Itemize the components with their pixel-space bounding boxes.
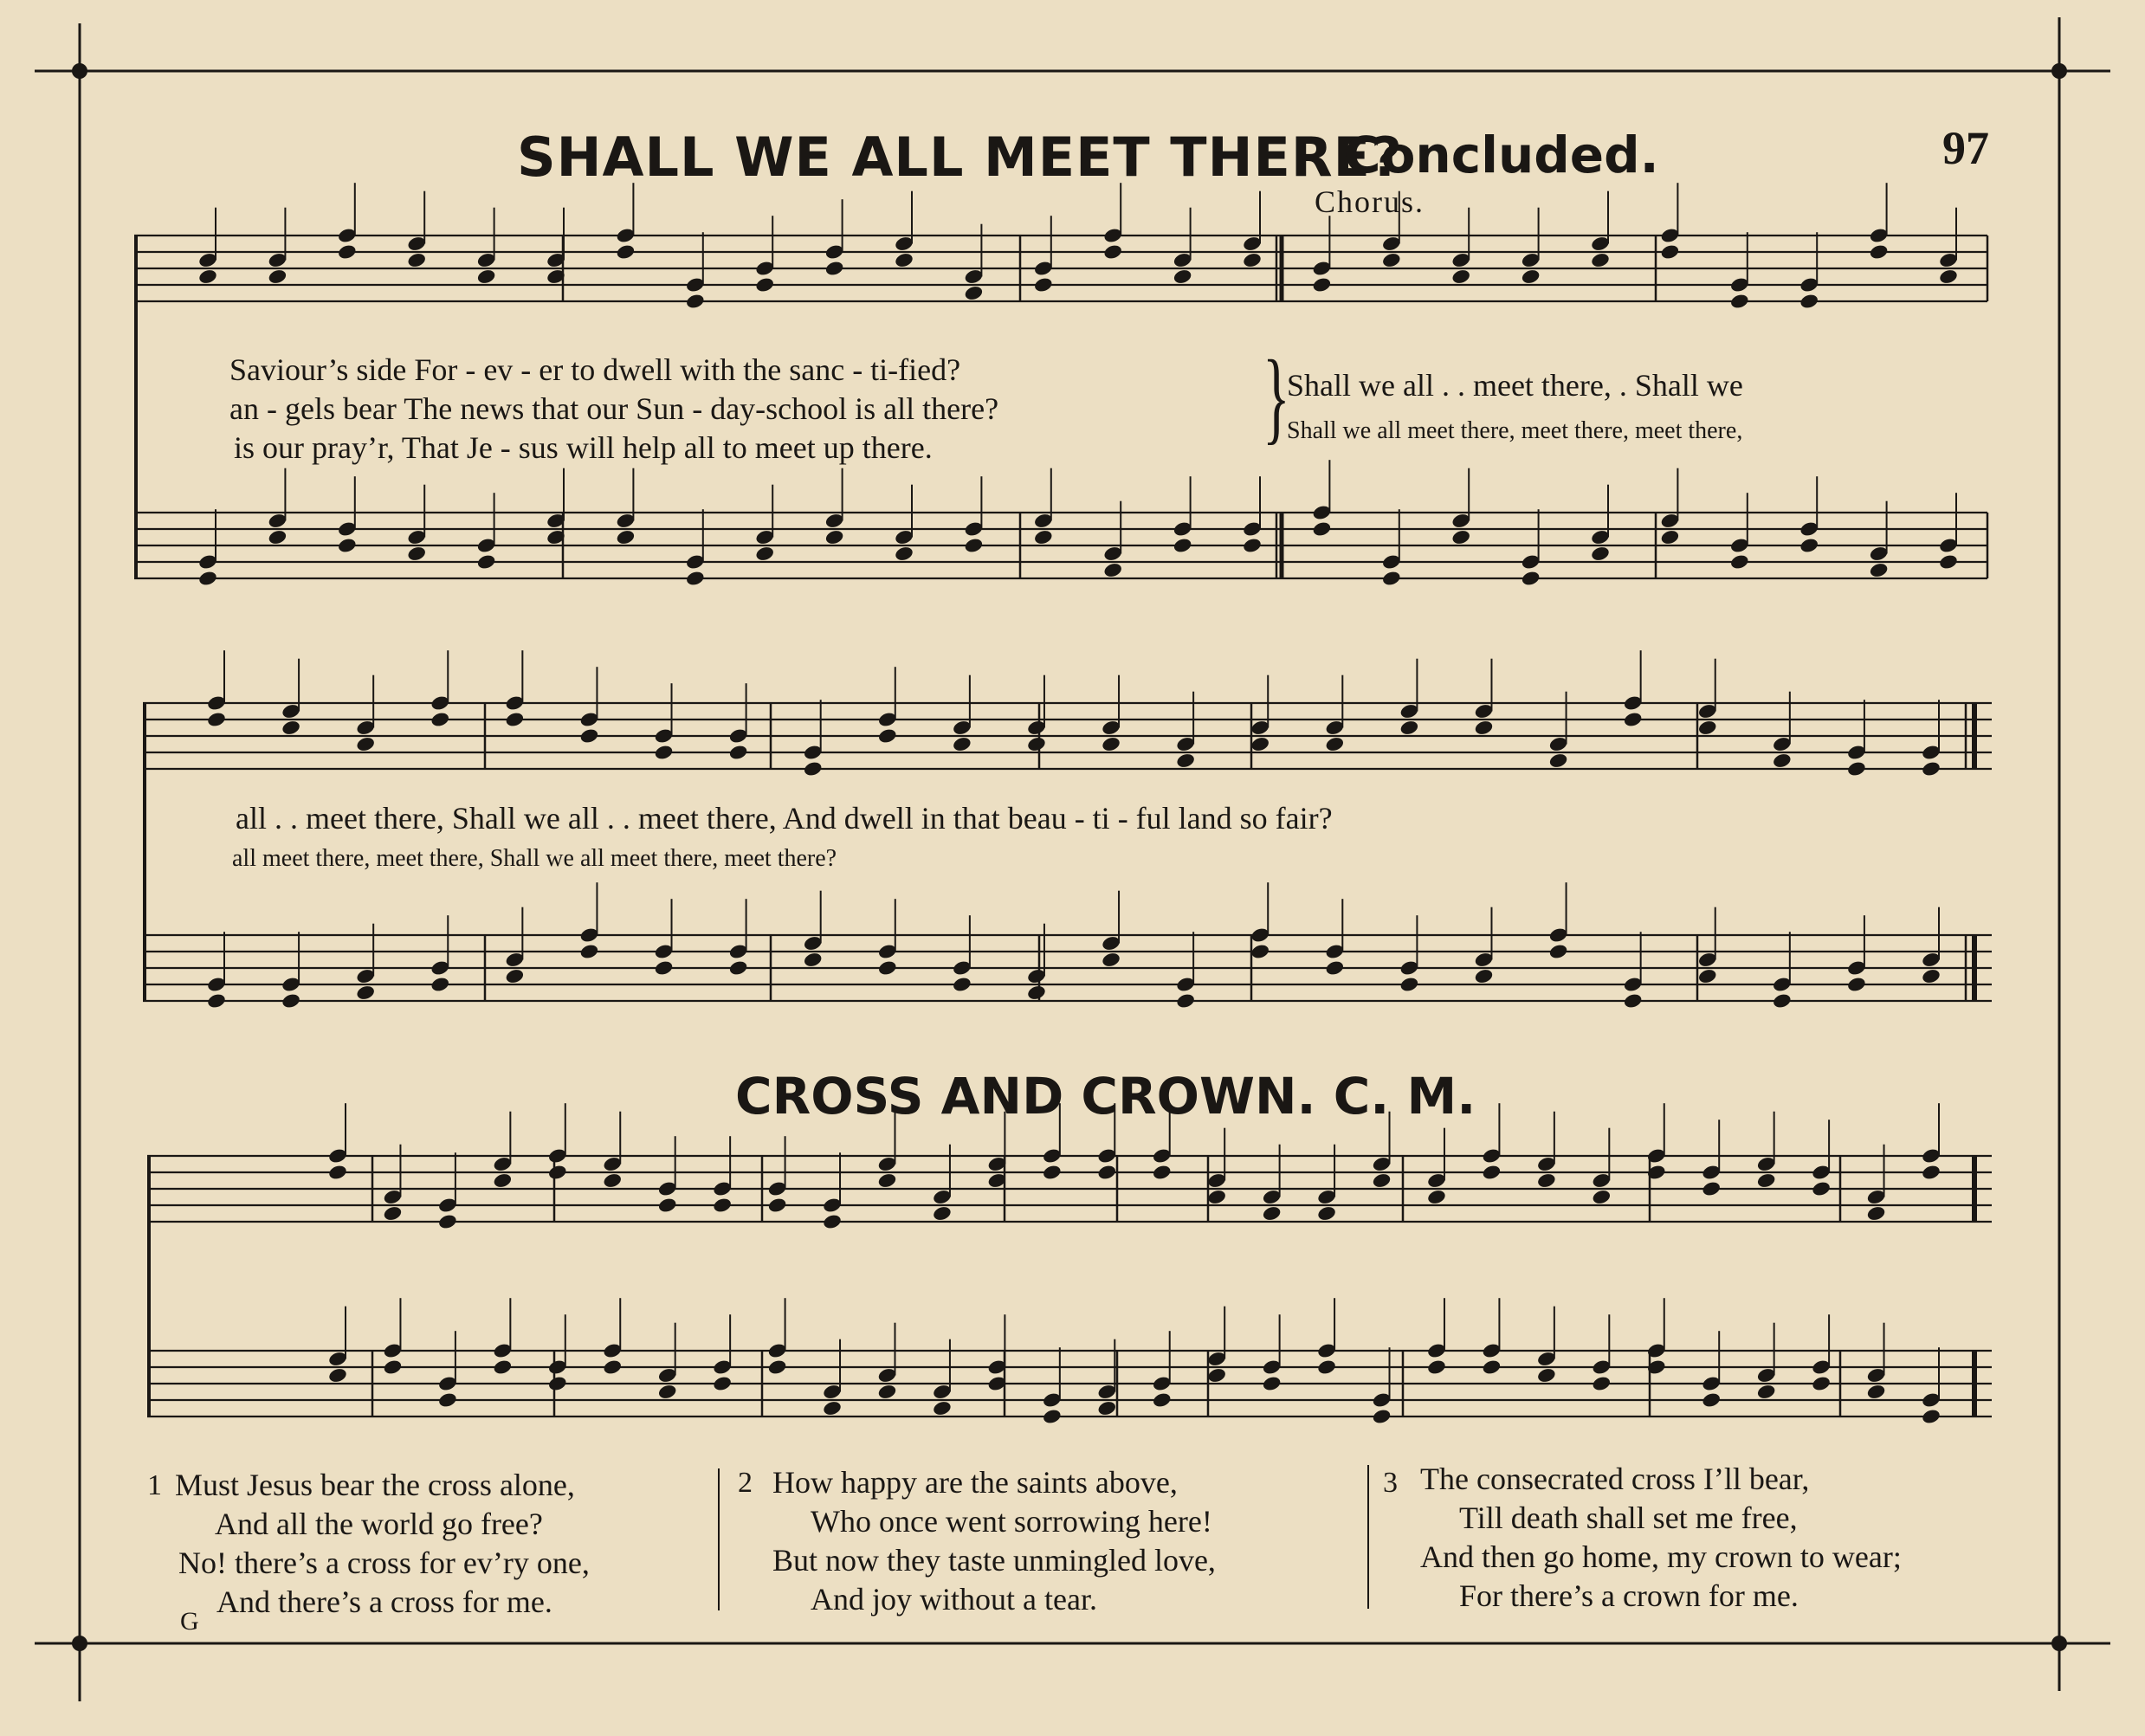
note-head [1536, 1367, 1557, 1384]
note-head [964, 537, 985, 554]
concluded-label: Concluded. [1344, 126, 1659, 184]
note-head [1173, 537, 1193, 554]
note-head [1250, 736, 1270, 753]
note-head [654, 744, 675, 761]
note-head [1592, 1189, 1612, 1206]
note-head [1536, 1172, 1557, 1190]
verse-line: Till death shall set me free, [1459, 1500, 1798, 1535]
verse-line: How happy are the saints above, [772, 1465, 1178, 1500]
note-head [1521, 570, 1541, 587]
note-head [1033, 276, 1054, 294]
note-head [1623, 711, 1644, 728]
page-number: 97 [1942, 122, 1989, 174]
note-head [1921, 968, 1941, 985]
note-head [754, 545, 775, 563]
verse-line: For there’s a crown for me. [1459, 1578, 1799, 1613]
note-head [877, 1172, 898, 1190]
note-head [327, 1367, 348, 1384]
note-head [1152, 1391, 1173, 1409]
note-head [1175, 752, 1196, 770]
note-head [767, 1197, 788, 1214]
verse-line: The consecrated cross I’ll bear, [1420, 1462, 1810, 1496]
note-head [1101, 952, 1121, 969]
note-head [1152, 1164, 1173, 1181]
chorus-lyric-line: all . . meet there, Shall we all . . meet there, And dwell in that beau - ti - ful land so fair? [236, 801, 1333, 836]
note-head [767, 1358, 788, 1376]
note-head [1399, 720, 1420, 737]
note-head [1921, 1164, 1941, 1181]
note-head [1026, 736, 1047, 753]
note-head [657, 1197, 678, 1214]
note-head [685, 570, 706, 587]
verse-line: Must Jesus bear the cross alone, [175, 1468, 575, 1502]
note-head [754, 276, 775, 294]
note-head [1325, 736, 1346, 753]
note-head [281, 720, 301, 737]
note-head [1042, 1408, 1063, 1425]
verse-3 [1383, 1460, 1902, 1616]
note-head [1660, 243, 1681, 261]
note-head [1811, 1180, 1832, 1197]
note-head [932, 1205, 953, 1223]
note-head [337, 243, 358, 261]
note-head [1399, 976, 1420, 993]
note-head [952, 976, 972, 993]
note-head [877, 727, 898, 745]
note-head [1381, 570, 1402, 587]
note-head [1869, 243, 1890, 261]
verse-line: And all the world go free? [215, 1507, 543, 1541]
note-head [654, 959, 675, 977]
note-head [1772, 752, 1793, 770]
verse-line: And joy without a tear. [811, 1582, 1097, 1617]
hymn-title: SHALL WE ALL MEET THERE? [517, 126, 1403, 189]
note-head [1548, 752, 1569, 770]
note-head [197, 268, 218, 286]
note-head [1316, 1205, 1337, 1223]
verse-line: But now they taste unmingled love, [772, 1543, 1216, 1578]
note-head [1474, 968, 1495, 985]
note-head [1729, 553, 1750, 571]
note-head [728, 959, 749, 977]
note-head [206, 992, 227, 1010]
note-head [493, 1358, 514, 1376]
note-head [1316, 1358, 1337, 1376]
note-head [197, 570, 218, 587]
note-head [1729, 293, 1750, 310]
verse-line: And there’s a cross for me. [216, 1584, 552, 1619]
note-head [1372, 1172, 1392, 1190]
note-head [437, 1213, 458, 1230]
note-head [602, 1358, 623, 1376]
note-head [268, 529, 288, 546]
note-head [327, 1164, 348, 1181]
note-head [712, 1375, 733, 1392]
note-head [1175, 992, 1196, 1010]
verse-lyric-line: is our pray’r, That Je - sus will help all to meet up there. [234, 430, 933, 465]
note-head [383, 1205, 404, 1223]
note-head [579, 943, 600, 960]
verse-line: Who once went sorrowing here! [811, 1504, 1212, 1539]
note-head [1623, 992, 1644, 1010]
note-head [1938, 268, 1959, 286]
note-head [476, 268, 497, 286]
note-head [952, 736, 972, 753]
note-head [1096, 1164, 1117, 1181]
note-head [1426, 1189, 1447, 1206]
verse-number: 1 [147, 1469, 162, 1501]
note-head [932, 1400, 953, 1417]
note-head [1846, 976, 1867, 993]
note-head [822, 1400, 843, 1417]
note-head [1450, 529, 1471, 546]
note-head [1590, 252, 1611, 269]
note-head [1262, 1375, 1282, 1392]
note-head [355, 984, 376, 1002]
note-head [1482, 1164, 1502, 1181]
note-head [1921, 1408, 1941, 1425]
note-head [1799, 537, 1819, 554]
note-head [268, 268, 288, 286]
note-head [1697, 720, 1718, 737]
note-head [1450, 268, 1471, 286]
note-head [547, 1375, 568, 1392]
note-head [383, 1358, 404, 1376]
lyric-brace: } [1263, 339, 1290, 454]
signature-mark: G [180, 1607, 199, 1636]
note-head [1938, 553, 1959, 571]
note-head [1869, 562, 1890, 579]
note-head [616, 529, 636, 546]
note-head [355, 736, 376, 753]
note-head [803, 952, 824, 969]
note-head [1592, 1375, 1612, 1392]
note-head [803, 760, 824, 778]
note-head [1026, 984, 1047, 1002]
note-head [877, 959, 898, 977]
note-head [1242, 537, 1263, 554]
note-head [406, 545, 427, 563]
note-head [1921, 760, 1941, 778]
note-head [1262, 1205, 1282, 1223]
note-head [1312, 276, 1333, 294]
note-head [1381, 252, 1402, 269]
note-head [657, 1384, 678, 1401]
note-head [728, 744, 749, 761]
note-head [1096, 1400, 1117, 1417]
verse-1 [147, 1466, 590, 1622]
note-head [1701, 1391, 1722, 1409]
verse-number: 3 [1383, 1467, 1398, 1499]
note-head [1325, 959, 1346, 977]
note-head [281, 992, 301, 1010]
note-head [1042, 1164, 1063, 1181]
note-head [1482, 1358, 1502, 1376]
note-head [1242, 252, 1263, 269]
verse-line: And then go home, my crown to wear; [1420, 1539, 1902, 1574]
note-head [1697, 968, 1718, 985]
note-head [1312, 520, 1333, 538]
chorus-lyric-line: Shall we all . . meet there, . Shall we [1287, 368, 1743, 403]
note-head [406, 252, 427, 269]
note-head [1548, 943, 1569, 960]
note-head [430, 711, 450, 728]
note-head [1101, 736, 1121, 753]
note-head [964, 285, 985, 302]
note-head [1206, 1367, 1227, 1384]
chorus-lyric-echo: Shall we all meet there, meet there, meet there, [1287, 417, 1743, 444]
note-head [616, 243, 636, 261]
note-head [685, 293, 706, 310]
note-head [1206, 1189, 1227, 1206]
note-head [1590, 545, 1611, 563]
note-head [206, 711, 227, 728]
note-head [1866, 1205, 1887, 1223]
note-head [1756, 1384, 1777, 1401]
note-head [547, 1164, 568, 1181]
note-head [430, 976, 450, 993]
note-head [1660, 529, 1681, 546]
note-head [1521, 268, 1541, 286]
verse-lyric-line: Saviour’s side For - ev - er to dwell with the sanc - ti-fied? [229, 352, 961, 387]
note-head [894, 252, 914, 269]
note-head [1372, 1408, 1392, 1425]
chorus-lyric-echo: all meet there, meet there, Shall we all meet there, meet there? [232, 845, 837, 872]
verse-number: 2 [738, 1467, 753, 1499]
note-head [493, 1172, 514, 1190]
note-head [602, 1172, 623, 1190]
note-head [1102, 243, 1123, 261]
verse-lyric-line: an - gels bear The news that our Sun - day-school is all there? [229, 391, 999, 426]
note-head [1033, 529, 1054, 546]
note-head [1772, 992, 1793, 1010]
note-head [476, 553, 497, 571]
note-head [579, 727, 600, 745]
note-head [1756, 1172, 1777, 1190]
note-head [1250, 943, 1270, 960]
note-head [1701, 1180, 1722, 1197]
note-head [822, 1213, 843, 1230]
note-head [505, 711, 526, 728]
note-head [894, 545, 914, 563]
note-head [1811, 1375, 1832, 1392]
note-head [1799, 293, 1819, 310]
note-head [1866, 1384, 1887, 1401]
note-head [1426, 1358, 1447, 1376]
note-head [337, 537, 358, 554]
note-head [1173, 268, 1193, 286]
note-head [824, 529, 845, 546]
hymn-title: CROSS AND CROWN. C. M. [735, 1067, 1476, 1126]
note-head [712, 1197, 733, 1214]
chorus-label: Chorus. [1315, 184, 1425, 219]
note-head [1102, 562, 1123, 579]
verse-line: No! there’s a cross for ev’ry one, [178, 1546, 590, 1580]
note-head [437, 1391, 458, 1409]
note-head [824, 260, 845, 277]
note-head [1474, 720, 1495, 737]
note-head [1846, 760, 1867, 778]
note-head [505, 968, 526, 985]
verse-2 [738, 1463, 1216, 1619]
note-head [877, 1384, 898, 1401]
